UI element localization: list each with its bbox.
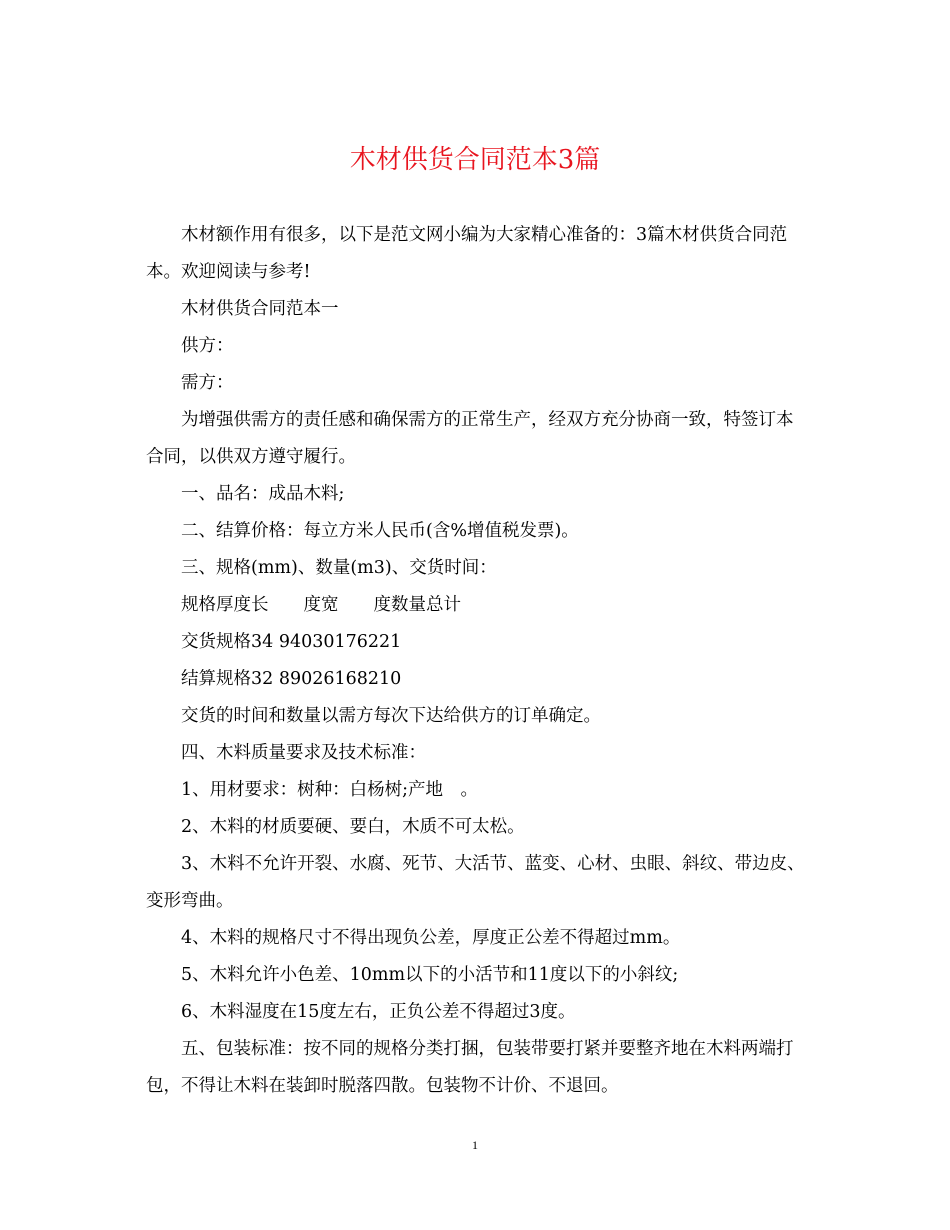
spec-row-settlement: 结算规格32 89026168210 <box>181 669 402 689</box>
buyer-line: 需方： <box>181 373 234 393</box>
section-heading-contract-one: 木材供货合同范本一 <box>181 299 339 319</box>
spec-row-delivery: 交货规格34 94030176221 <box>181 632 402 652</box>
clause-settlement-price: 二、结算价格：每立方米人民币(含%增值税发票)。 <box>181 521 579 541</box>
quality-item-4: 4、木料的规格尺寸不得出现负公差，厚度正公差不得超过mm。 <box>181 928 681 948</box>
quality-item-3: 3、木料不允许开裂、水腐、死节、大活节、蓝变、心材、虫眼、斜纹、带边皮、变形弯曲。 <box>146 854 805 911</box>
clause-product-name: 一、品名：成品木料; <box>181 484 345 504</box>
clause-quality: 四、木料质量要求及技术标准： <box>181 743 426 763</box>
delivery-note: 交货的时间和数量以需方每次下达给供方的订单确定。 <box>181 706 601 726</box>
document-body <box>146 217 806 1105</box>
preamble-paragraph: 为增强供需方的责任感和确保需方的正常生产，经双方充分协商一致，特签订本合同，以供双方遵守履行。 <box>146 410 794 467</box>
clause-packaging: 五、包装标准：按不同的规格分类打捆，包装带要打紧并要整齐地在木料两端打包，不得让木料在装卸时脱落四散。包装物不计价、不退回。 <box>146 1039 794 1096</box>
quality-item-2: 2、木料的材质要硬、要白，木质不可太松。 <box>181 817 525 837</box>
page-number: 1 <box>472 1138 478 1152</box>
intro-paragraph: 木材额作用有很多，以下是范文网小编为大家精心准备的：3篇木材供货合同范本。欢迎阅读与参考! <box>146 225 788 282</box>
supplier-line: 供方： <box>181 336 234 356</box>
clause-specification: 三、规格(mm)、数量(m3)、交货时间： <box>181 558 497 578</box>
spec-table-header: 规格厚度长 度宽 度数量总计 <box>181 595 461 615</box>
quality-item-6: 6、木料湿度在15度左右，正负公差不得超过3度。 <box>181 1002 576 1022</box>
document-title: 木材供货合同范本3篇 <box>349 145 601 175</box>
quality-item-1: 1、用材要求：树种：白杨树;产地 。 <box>181 780 479 800</box>
quality-item-5: 5、木料允许小色差、10mm以下的小活节和11度以下的小斜纹; <box>181 965 679 985</box>
